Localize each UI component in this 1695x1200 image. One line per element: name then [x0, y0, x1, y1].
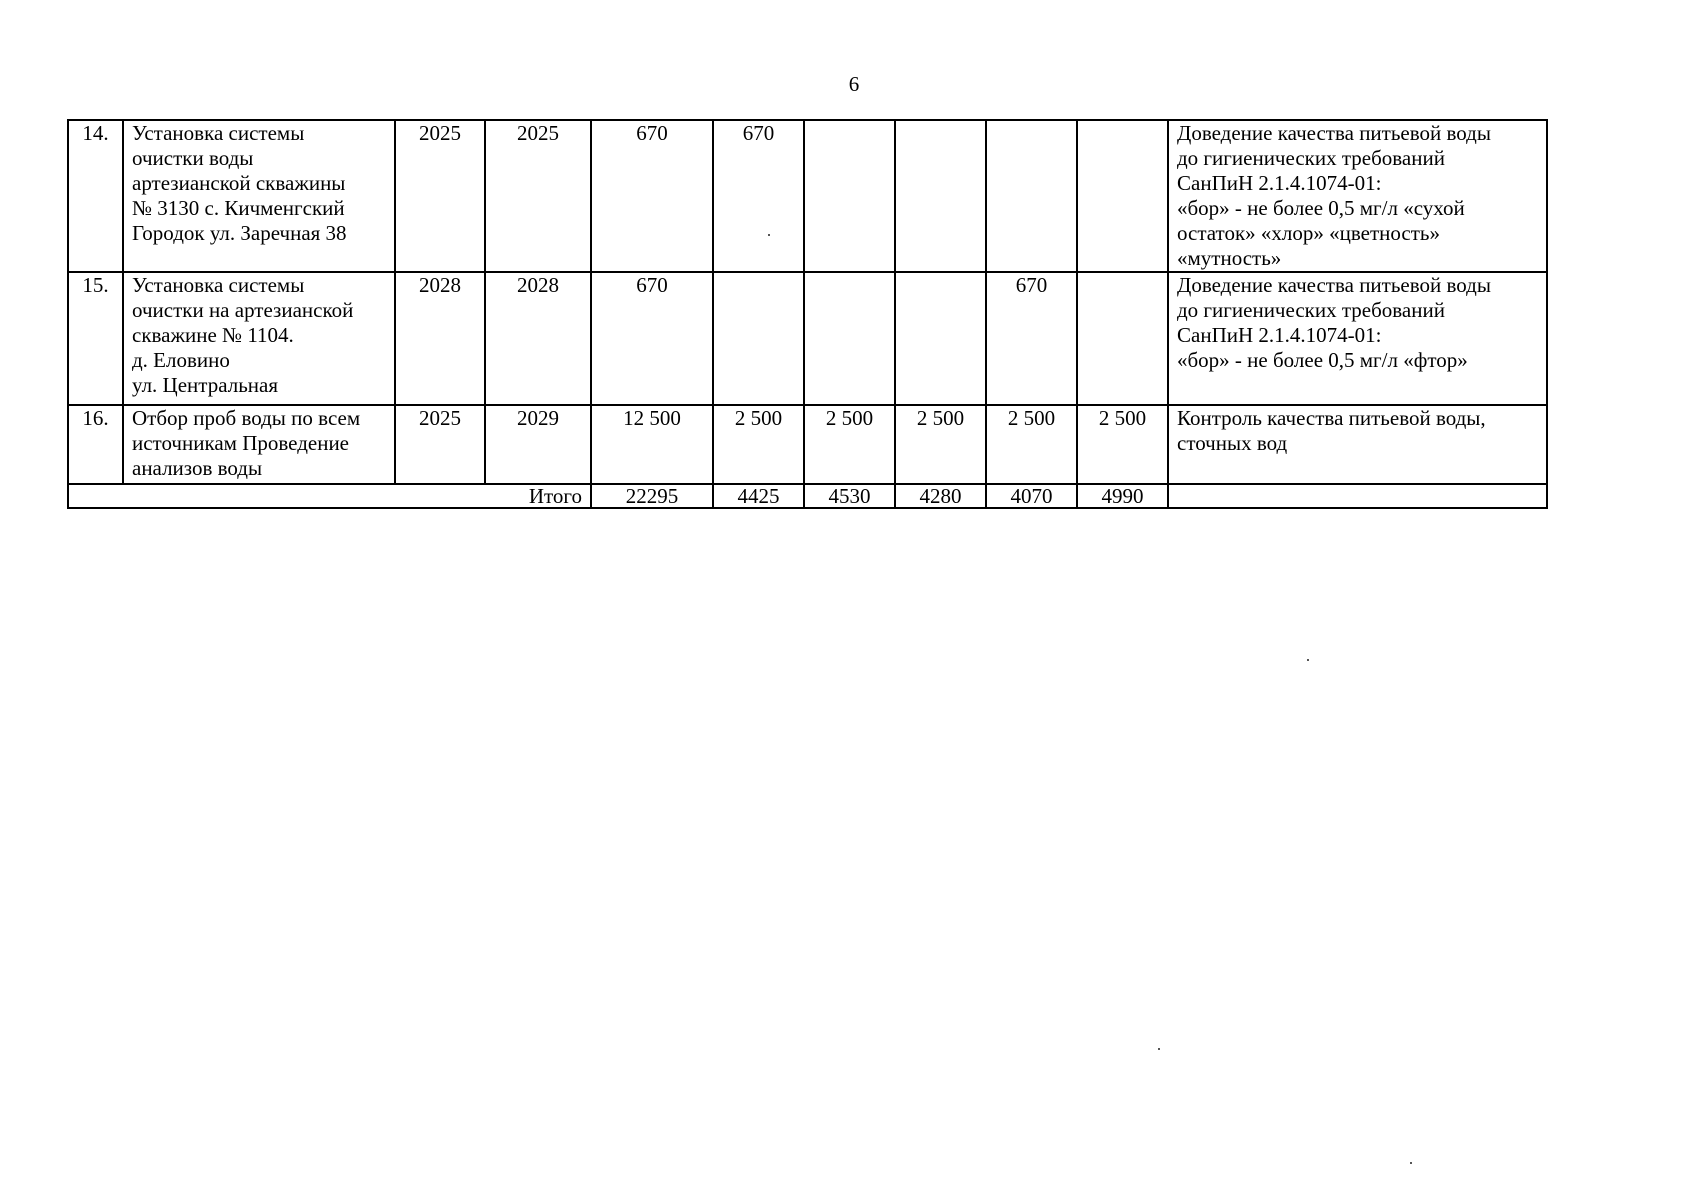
- amount-2025: 2 500: [713, 405, 804, 484]
- totals-result-empty: [1168, 484, 1547, 508]
- table-row: [68, 405, 1547, 484]
- start-year: 2025: [395, 405, 485, 484]
- amount-2028: 670: [986, 272, 1077, 405]
- end-year: 2028: [485, 272, 591, 405]
- amount-2029: 2 500: [1077, 405, 1168, 484]
- totals-row: [68, 484, 1547, 508]
- total-amount: 670: [591, 120, 713, 272]
- amount-2028: 2 500: [986, 405, 1077, 484]
- totals-label: Итого: [68, 484, 591, 508]
- total-amount: 670: [591, 272, 713, 405]
- end-year: 2029: [485, 405, 591, 484]
- amount-2026: [804, 272, 895, 405]
- totals-2026: 4530: [804, 484, 895, 508]
- scan-speck: [1410, 1162, 1412, 1164]
- amount-2025: 670: [713, 120, 804, 272]
- end-year: 2025: [485, 120, 591, 272]
- amount-2027: 2 500: [895, 405, 986, 484]
- scan-speck: [1158, 1048, 1160, 1050]
- total-amount: 12 500: [591, 405, 713, 484]
- start-year: 2025: [395, 120, 485, 272]
- totals-2028: 4070: [986, 484, 1077, 508]
- table-row: [68, 120, 1547, 272]
- table-row: [68, 272, 1547, 405]
- amount-2027: [895, 272, 986, 405]
- totals-total-amount: 22295: [591, 484, 713, 508]
- amount-2025: [713, 272, 804, 405]
- amount-2026: 2 500: [804, 405, 895, 484]
- measure-name: Отбор проб воды по всем источникам Проведение анализов воды: [123, 405, 395, 484]
- amount-2029: [1077, 120, 1168, 272]
- row-number: 15.: [68, 272, 123, 405]
- scan-speck: [768, 234, 770, 236]
- expected-result: Доведение качества питьевой воды до гигиенических требований СанПиН 2.1.4.1074-01: «бор» - не более 0,5 мг/л «фтор»: [1168, 272, 1547, 405]
- totals-2029: 4990: [1077, 484, 1168, 508]
- expected-result: Контроль качества питьевой воды, сточных вод: [1168, 405, 1547, 484]
- amount-2029: [1077, 272, 1168, 405]
- scan-speck: [1307, 659, 1309, 661]
- row-number: 16.: [68, 405, 123, 484]
- row-number: 14.: [68, 120, 123, 272]
- measure-name: Установка системы очистки воды артезианской скважины № 3130 с. Кичменгский Городок ул. Заречная 38: [123, 120, 395, 272]
- totals-2027: 4280: [895, 484, 986, 508]
- amount-2028: [986, 120, 1077, 272]
- measures-table: [67, 119, 1548, 509]
- measure-name: Установка системы очистки на артезианской скважине № 1104. д. Еловино ул. Центральная: [123, 272, 395, 405]
- amount-2026: [804, 120, 895, 272]
- page-number: 6: [848, 72, 860, 96]
- expected-result: Доведение качества питьевой воды до гигиенических требований СанПиН 2.1.4.1074-01: «бор» - не более 0,5 мг/л «сухой остаток» «хлор» «цветность» «мутность»: [1168, 120, 1547, 272]
- amount-2027: [895, 120, 986, 272]
- totals-2025: 4425: [713, 484, 804, 508]
- start-year: 2028: [395, 272, 485, 405]
